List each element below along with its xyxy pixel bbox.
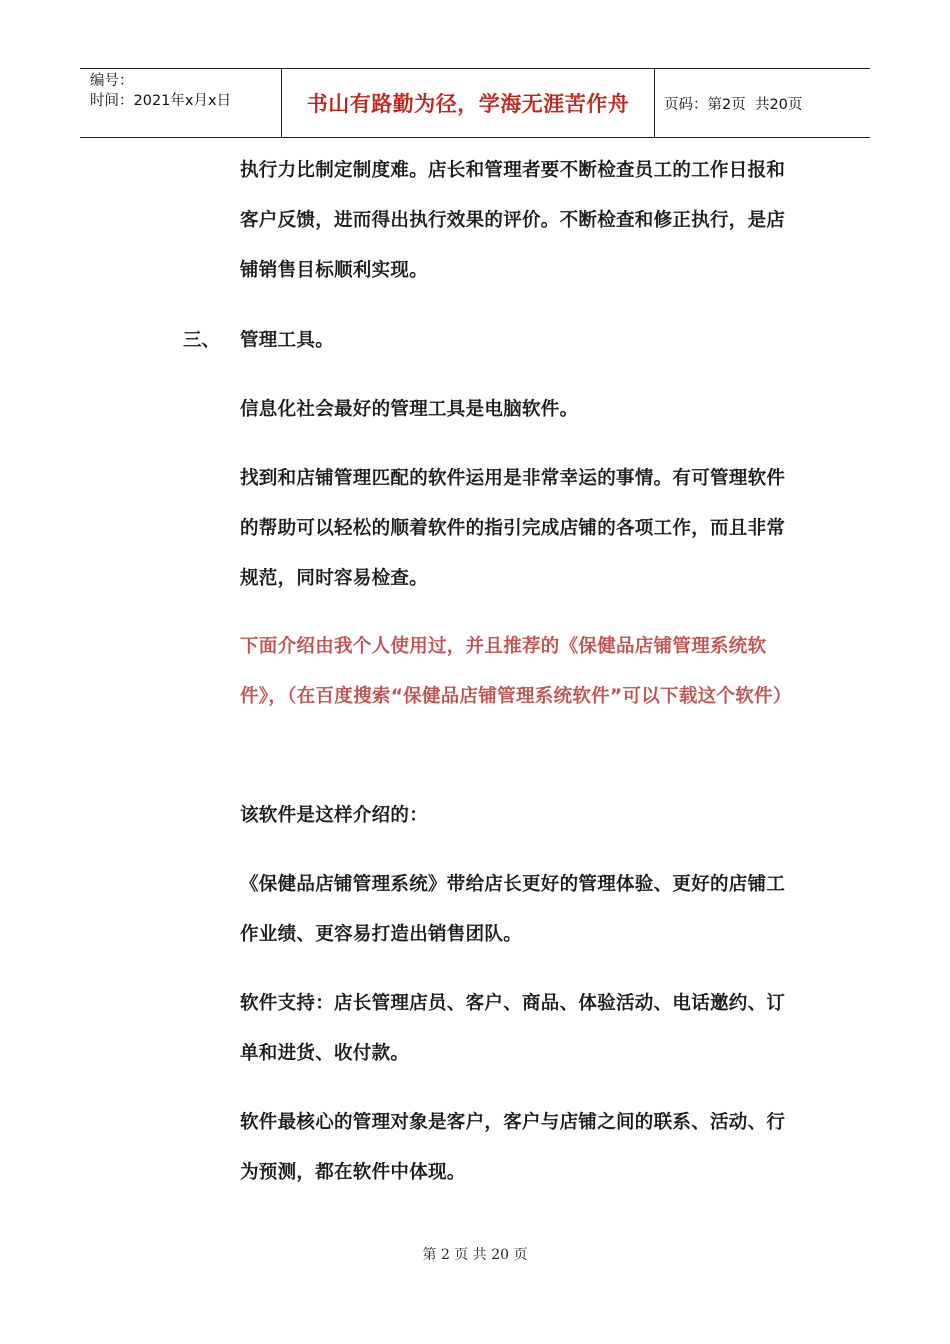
paragraph-system-benefits: 《保健品店铺管理系统》带给店长更好的管理体验、更好的店铺工作业绩、更容易打造出销售团队。 bbox=[240, 874, 786, 945]
header-motto: 书山有路勤为径，学海无涯苦作舟 bbox=[281, 69, 655, 137]
paragraph-core-object: 软件最核心的管理对象是客户，客户与店铺之间的联系、活动、行为预测，都在软件中体现。 bbox=[240, 1112, 786, 1183]
document-number-label: 编号： bbox=[90, 73, 134, 89]
section-heading-tools: 管理工具。 bbox=[240, 330, 335, 351]
page-info-text: 页码：第2页 共20页 bbox=[664, 96, 803, 113]
paragraph-recommendation: 下面介绍由我个人使用过，并且推荐的《保健品店铺管理系统软件》，（在百度搜索“保健品店铺管理系统软件”可以下载这个软件） bbox=[240, 636, 792, 707]
footer-page-number: 第 2 页 共 20 页 bbox=[422, 1247, 528, 1263]
paragraph-find-software: 找到和店铺管理匹配的软件运用是非常幸运的事情。有可管理软件的帮助可以轻松的顺着软件的指引完成店铺的各项工作，而且非常规范，同时容易检查。 bbox=[240, 468, 786, 589]
paragraph-intro: 该软件是这样介绍的： bbox=[240, 805, 429, 826]
paragraph-execution: 执行力比制定制度难。店长和管理者要不断检查员工的工作日报和客户反馈，进而得出执行效果的评价。不断检查和修正执行，是店铺销售目标顺利实现。 bbox=[240, 160, 786, 281]
document-time-label: 时间：2021年x月x日 bbox=[90, 93, 232, 109]
section-number: 三、 bbox=[183, 330, 221, 351]
header-meta bbox=[80, 69, 280, 137]
paragraph-info-society: 信息化社会最好的管理工具是电脑软件。 bbox=[240, 399, 579, 420]
page-header bbox=[80, 68, 870, 138]
paragraph-software-support: 软件支持：店长管理店员、客户、商品、体验活动、电话邀约、订单和进货、收付款。 bbox=[240, 993, 786, 1064]
page-footer bbox=[0, 1244, 950, 1264]
header-page-info bbox=[654, 69, 870, 137]
